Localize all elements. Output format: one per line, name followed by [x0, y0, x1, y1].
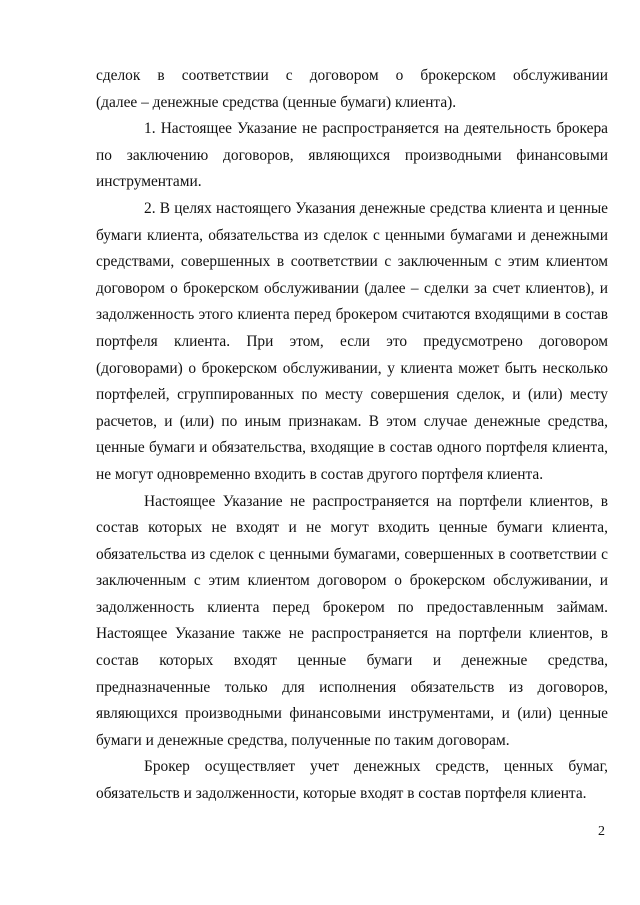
text-line: 2. В целях настоящего Указания денежные средства клиента и ценные	[144, 199, 608, 217]
text-line: обязательств и задолженности, которые входят в состав портфеля клиента.	[96, 785, 587, 803]
text-line: являющихся производными финансовыми инструментами, и (или) ценные	[96, 705, 608, 723]
text-line: (договорами) о брокерском обслуживании, у клиента может быть несколько	[96, 359, 608, 377]
text-line: инструментами.	[96, 173, 202, 191]
text-line: обязательства из сделок с ценными бумагами, совершенных в соответствии с	[96, 545, 608, 563]
document-body	[96, 63, 608, 808]
text-line: Настоящее Указание не распространяется на портфели клиентов, в	[144, 492, 608, 510]
text-line: задолженность клиента перед брокером по предоставленным займам.	[96, 598, 608, 616]
text-line: Брокер осуществляет учет денежных средств, ценных бумаг,	[144, 758, 608, 776]
text-line: расчетов, и (или) по иным признакам. В этом случае денежные средства,	[96, 412, 608, 430]
text-line: бумаги клиента, обязательства из сделок с ценными бумагами и денежными	[96, 226, 608, 244]
text-line: заключенным с этим клиентом договором о брокерском обслуживании, и	[96, 572, 608, 590]
text-line: состав которых не входят и не могут входить ценные бумаги клиента,	[96, 519, 608, 537]
page-number: 2	[598, 824, 605, 839]
paragraph-clause-1	[96, 116, 608, 196]
text-line: портфеля клиента. При этом, если это предусмотрено договором	[96, 332, 608, 350]
text-line: задолженность этого клиента перед брокером считаются входящими в состав	[96, 306, 608, 324]
text-line: 1. Настоящее Указание не распространяется на деятельность брокера	[144, 120, 608, 138]
text-line: по заключению договоров, являющихся производными финансовыми	[96, 146, 608, 164]
paragraph-continuation	[96, 63, 608, 116]
text-line: договором о брокерском обслуживании (далее – сделки за счет клиентов), и	[96, 279, 608, 297]
paragraph-clause-2	[96, 196, 608, 489]
paragraph-accounting	[96, 754, 608, 807]
paragraph-exclusions	[96, 489, 608, 755]
text-line: предназначенные только для исполнения обязательств из договоров,	[96, 678, 608, 696]
text-line: (далее – денежные средства (ценные бумаги) клиента).	[96, 93, 457, 111]
text-line: ценные бумаги и обязательства, входящие в состав одного портфеля клиента,	[96, 439, 608, 457]
text-line: средствами, совершенных в соответствии с заключенным с этим клиентом	[96, 253, 608, 271]
text-line: не могут одновременно входить в состав другого портфеля клиента.	[96, 465, 544, 483]
text-line: Настоящее Указание также не распространяется на портфели клиентов, в	[96, 625, 608, 643]
text-line: портфелей, сгруппированных по месту совершения сделок, и (или) месту	[96, 386, 608, 404]
text-line: состав которых входят ценные бумаги и денежные средства,	[96, 652, 608, 670]
text-line: сделок в соответствии с договором о брокерском обслуживании	[96, 67, 608, 84]
text-line: бумаги и денежные средства, полученные по таким договорам.	[96, 731, 510, 749]
